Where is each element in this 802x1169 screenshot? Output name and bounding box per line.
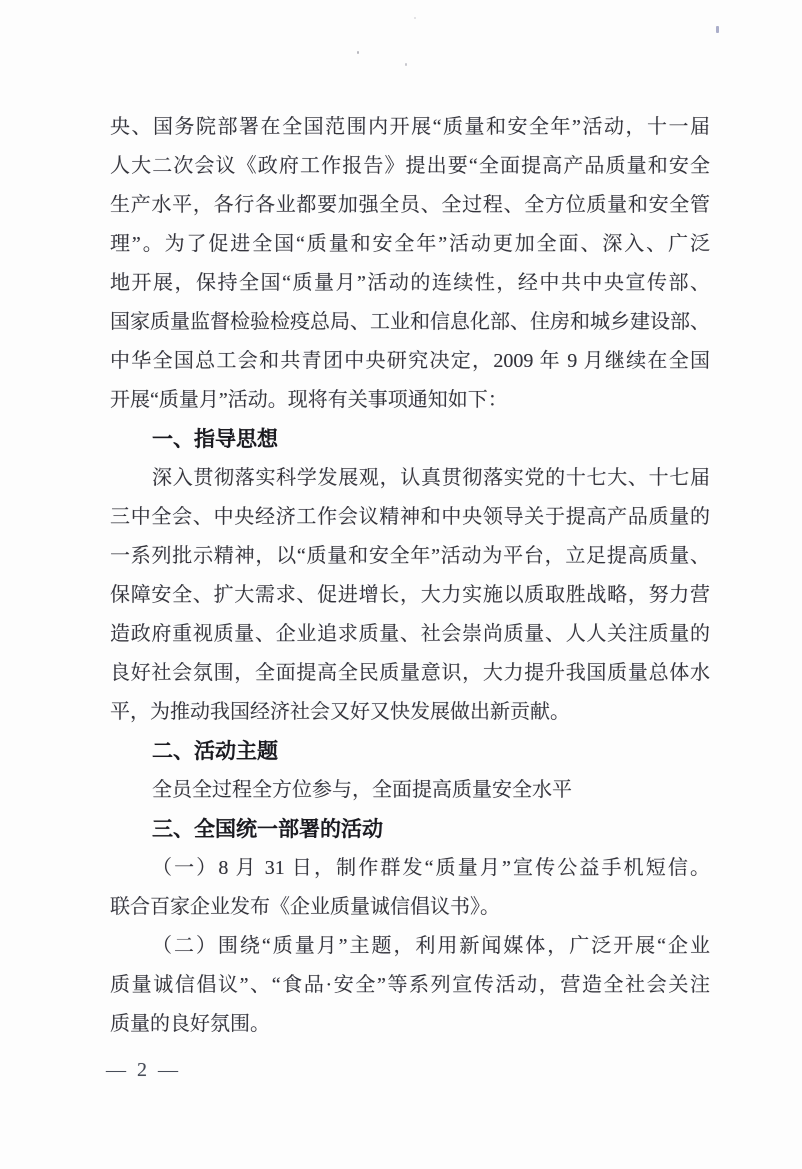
text-line: 理”。为了促进全国“质量和安全年”活动更加全面、深入、广泛	[110, 233, 710, 255]
text-line: 生产水平，各行各业都要加强全员、全过程、全方位质量和安全管	[110, 194, 710, 216]
text-line: 央、国务院部署在全国范围内开展“质量和安全年”活动，十一届	[110, 116, 710, 138]
text-line: 中华全国总工会和共青团中央研究决定，2009 年 9 月继续在全国	[110, 350, 710, 372]
scan-speck	[716, 26, 719, 33]
text-line: 保障安全、扩大需求、促进增长，大力实施以质取胜战略，努力营	[110, 584, 710, 606]
text-line: 造政府重视质量、企业追求质量、社会崇尚质量、人人关注质量的	[110, 623, 710, 645]
page-number: — 2 —	[106, 1059, 181, 1081]
paragraph	[110, 459, 710, 732]
text-line: （二）围绕“质量月”主题，利用新闻媒体，广泛开展“企业	[152, 935, 710, 957]
text-line: （一）8 月 31 日，制作群发“质量月”宣传公益手机短信。	[152, 857, 710, 879]
text-line: 深入贯彻落实科学发展观，认真贯彻落实党的十七大、十七届	[152, 467, 710, 489]
scan-speck	[414, 17, 416, 19]
text-line: 联合百家企业发布《企业质量诚信倡议书》。	[110, 896, 500, 918]
text-line: 质量诚信倡议”、“食品·安全”等系列宣传活动，营造全社会关注	[110, 974, 710, 996]
text-line: 全员全过程全方位参与，全面提高质量安全水平	[152, 779, 572, 801]
section-heading: 二、活动主题	[152, 740, 278, 763]
paragraph	[110, 849, 710, 927]
text-line: 人大二次会议《政府工作报告》提出要“全面提高产品质量和安全	[110, 155, 710, 177]
text-line: 国家质量监督检验检疫总局、工业和信息化部、住房和城乡建设部、	[110, 311, 710, 333]
paragraph	[110, 108, 710, 420]
text-line: 质量的良好氛围。	[110, 1013, 270, 1035]
text-line: 良好社会氛围，全面提高全民质量意识，大力提升我国质量总体水	[110, 662, 710, 684]
paragraph	[110, 927, 710, 1044]
scan-speck	[405, 63, 407, 66]
section-heading: 一、指导思想	[152, 428, 278, 451]
section-heading: 三、全国统一部署的活动	[152, 818, 383, 841]
text-line: 地开展，保持全国“质量月”活动的连续性，经中共中央宣传部、	[110, 272, 710, 294]
scan-speck	[357, 51, 359, 54]
paragraph	[110, 771, 710, 810]
text-line: 一系列批示精神，以“质量和安全年”活动为平台，立足提高质量、	[110, 545, 710, 567]
text-line: 平，为推动我国经济社会又好又快发展做出新贡献。	[110, 701, 570, 723]
text-line: 三中全会、中央经济工作会议精神和中央领导关于提高产品质量的	[110, 506, 710, 528]
text-line: 开展“质量月”活动。现将有关事项通知如下：	[110, 389, 508, 411]
document-body	[110, 108, 710, 1044]
